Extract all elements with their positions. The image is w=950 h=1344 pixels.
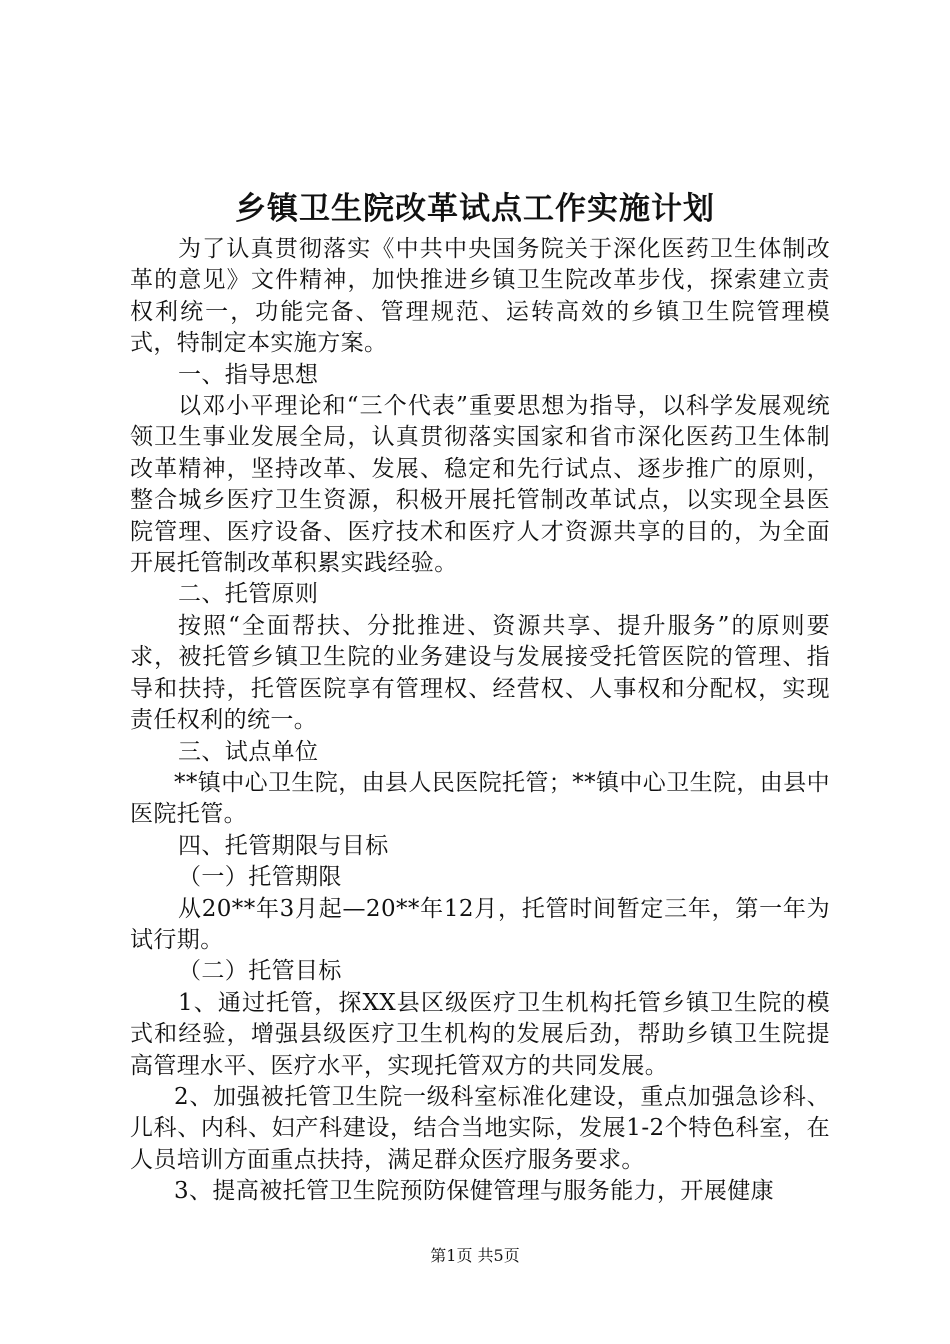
section-heading-trust-principles: 二、托管原则 bbox=[178, 581, 319, 608]
paragraph-trust-principles: 按照“全面帮扶、分批推进、资源共享、提升服务”的原则要求，被托管乡镇卫生院的业务建设与发展接受托管医院的管理、指导和扶持，托管医院享有管理权、经营权、人事权和分配权，实现责任权利的统一。 bbox=[130, 612, 830, 734]
subheading-trust-term: （一）托管期限 bbox=[178, 864, 342, 891]
paragraph-pilot-units: **镇中心卫生院，由县人民医院托管；**镇中心卫生院，由县中医院托管。 bbox=[130, 769, 830, 828]
subheading-trust-goals: （二）托管目标 bbox=[178, 958, 342, 985]
page-footer: 第1页 共5页 bbox=[430, 1246, 520, 1265]
document-body bbox=[130, 234, 830, 1208]
paragraph-goal-1: 1、通过托管，探XX县区级医疗卫生机构托管乡镇卫生院的模式和经验，增强县级医疗卫生机构的发展后劲，帮助乡镇卫生院提高管理水平、医疗水平，实现托管双方的共同发展。 bbox=[130, 989, 830, 1079]
paragraph-goal-2: 2、加强被托管卫生院一级科室标准化建设，重点加强急诊科、儿科、内科、妇产科建设，结合当地实际，发展1-2个特色科室，在人员培训方面重点扶持，满足群众医疗服务要求。 bbox=[130, 1083, 830, 1173]
section-heading-pilot-units: 三、试点单位 bbox=[178, 738, 319, 765]
section-heading-guiding-ideology: 一、指导思想 bbox=[178, 361, 319, 388]
paragraph-guiding-ideology: 以邓小平理论和“三个代表”重要思想为指导，以科学发展观统领卫生事业发展全局，认真贯彻落实国家和省市深化医药卫生体制改革精神，坚持改革、发展、稳定和先行试点、逐步推广的原则，整合城乡医疗卫生资源，积极开展托管制改革试点，以实现全县医院管理、医疗设备、医疗技术和医疗人才资源共享的目的，为全面开展托管制改革积累实践经验。 bbox=[130, 393, 830, 577]
paragraph-intro: 为了认真贯彻落实《中共中央国务院关于深化医药卫生体制改革的意见》文件精神，加快推进乡镇卫生院改革步伐，探索建立责权利统一，功能完备、管理规范、运转高效的乡镇卫生院管理模式，特制定本实施方案。 bbox=[130, 236, 830, 357]
document-title: 乡镇卫生院改革试点工作实施计划 bbox=[235, 191, 715, 227]
paragraph-goal-3: 3、提高被托管卫生院预防保健管理与服务能力，开展健康 bbox=[174, 1178, 775, 1205]
section-heading-term-and-goals: 四、托管期限与目标 bbox=[178, 832, 389, 859]
paragraph-trust-term: 从20**年3月起—20**年12月，托管时间暂定三年，第一年为试行期。 bbox=[130, 895, 830, 953]
